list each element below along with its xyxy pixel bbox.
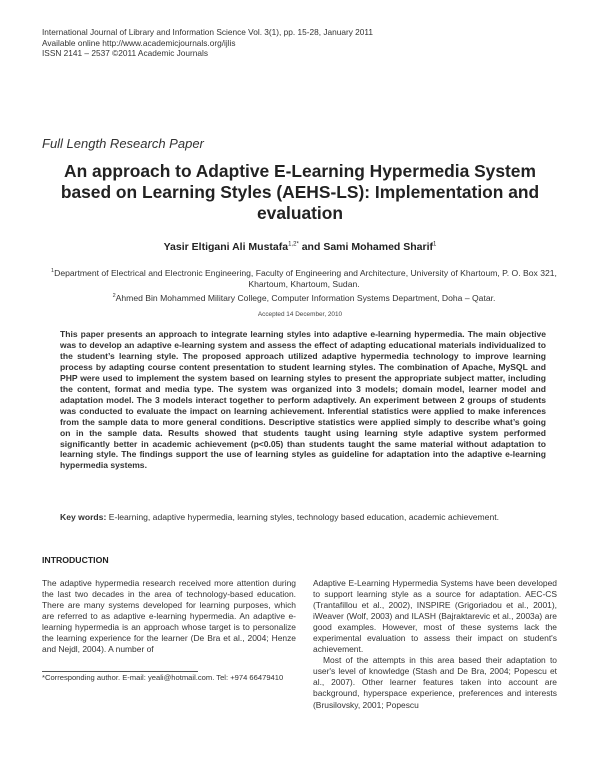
paper-title: An approach to Adaptive E-Learning Hypermedia System based on Learning Styles (AEHS-LS): Implementation and evaluation <box>60 161 540 223</box>
section-heading-introduction: INTRODUCTION <box>42 555 109 565</box>
author-2-marks: 1 <box>433 241 437 248</box>
keywords <box>60 512 546 523</box>
body-column-right <box>313 578 557 711</box>
author-1: Yasir Eltigani Ali Mustafa <box>163 241 289 253</box>
intro-paragraph-3: Most of the attempts in this area based their adaptation to user's level of knowledge (Stash and De Bra, 2004; Popescu et al., 2007). Other learner features taken into account are background, hyperspace experience, preferences and interests (Brusilovsky, 2001; Popescu <box>313 655 557 710</box>
keywords-text: E-learning, adaptive hypermedia, learning styles, technology based education, academic achievement. <box>108 512 500 522</box>
intro-paragraph-1: The adaptive hypermedia research received more attention during the last two decades in the area of technology-based education. There are many systems developed for learning purposes, which are referred to as adaptive e-learning hypermedia. An adaptive e-learning hypermedia is an approach whose target is to personalize the learning experience for the learner (De Bra et al., 2004; Henze and Nejdl, 2004). A number of <box>42 578 296 655</box>
author-2: Sami Mohamed Sharif <box>323 241 434 253</box>
affiliation-2 <box>44 291 564 304</box>
affiliations <box>44 266 564 304</box>
intro-paragraph-2: Adaptive E-Learning Hypermedia Systems have been developed to support learning style as a source for adaptation. AEC-CS (Trantafillou et al., 2002), INSPIRE (Grigoriadou et al., 2001), iWeaver (Wolf, 2003) and ILASH (Bajraktarevic et al., 2003a) are good examples. However, most of these systems lack the experimental evaluation to assess their impact on student's achievement. <box>313 578 557 655</box>
abstract: This paper presents an approach to integrate learning styles into adaptive e-learning hypermedia. The main objective was to develop an adaptive e-learning system and assess the effect of adapting educational materials individualized to the student’s learning style. The proposed approach utilized adaptive hypermedia technology to improve learning process by adapting course content presentation to student learning styles. The combination of Apache, MySQL and PHP were used to implement the system based on learning styles to present the appropriate subject matter, including the content, format and media type. The system was organized into 3 models; domain model, learner model and adaptation model. The 3 models interact together to perform adaptively. An experiment between 2 groups of students was conducted to evaluate the impact on learning achievement. Inferential statistics were applied to make inferences from the sample data to more general conditions. Descriptive statistics were applied simply to describe what’s going on in the sample data. Results showed that students taught using learning style adaptive system performed significantly better in academic achievement (p<0.05) than students taught the same material without adaptation to learning style. The findings support the use of learning styles as guideline for adaptation into the adaptive e-learning hypermedia systems. <box>60 329 546 471</box>
affiliation-2-text: Ahmed Bin Mohammed Military College, Computer Information Systems Department, Doha – Qatar. <box>115 292 496 303</box>
affiliation-1-text: Department of Electrical and Electronic Engineering, Faculty of Engineering and Architecture, University of Khartoum, P. O. Box 321, Khartoum, Khartoum, Sudan. <box>54 267 557 290</box>
author-1-marks: 1,2* <box>288 241 299 248</box>
affiliation-1-mark: 1 <box>51 268 55 274</box>
affiliation-1 <box>44 266 564 291</box>
journal-url: Available online http://www.academicjournals.org/ijlis <box>42 37 236 48</box>
affiliation-2-mark: 2 <box>112 292 116 299</box>
author-connector: and <box>301 241 321 253</box>
journal-citation: International Journal of Library and Information Science Vol. 3(1), pp. 15-28, January 2011 <box>42 27 374 37</box>
keywords-label: Key words: <box>60 512 107 522</box>
accepted-date: Accepted 14 December, 2010 <box>257 311 343 318</box>
authors <box>0 241 600 253</box>
journal-issn: ISSN 2141 – 2537 ©2011 Academic Journals <box>42 48 209 58</box>
body-column-left <box>42 578 296 655</box>
footnote-divider <box>42 671 198 672</box>
journal-header <box>42 27 373 59</box>
footnote-corresponding-author: *Corresponding author. E-mail: yeali@hotmail.com. Tel: +974 66479410 <box>42 673 284 682</box>
paper-type: Full Length Research Paper <box>42 136 204 151</box>
